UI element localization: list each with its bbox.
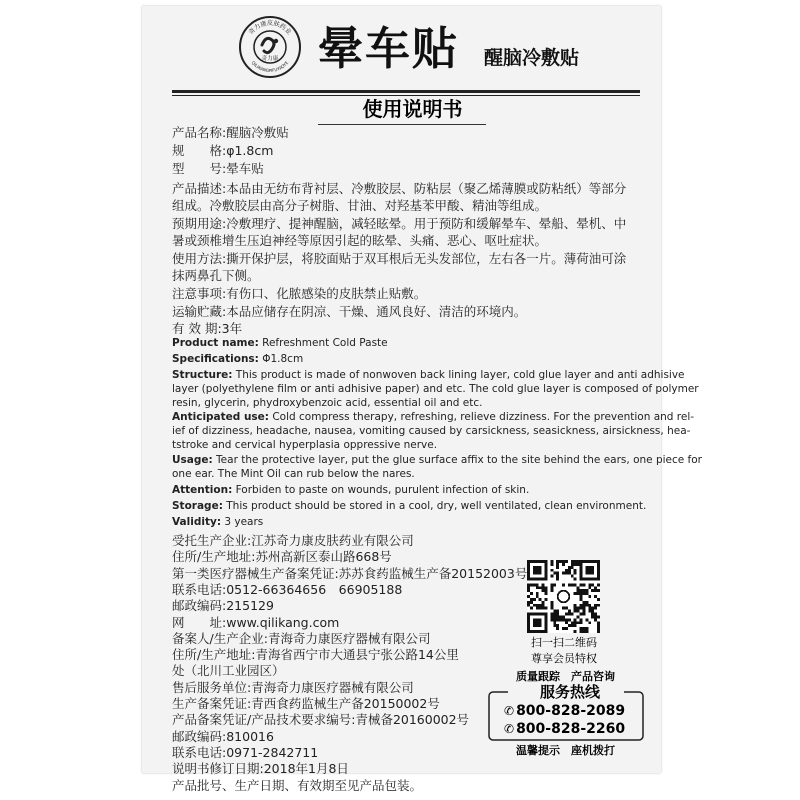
line-text: 暑或颈椎增生压迫神经等原因引起的眩晕、头痛、恶心、呕吐症状。 — [172, 233, 548, 248]
instruction-line — [172, 383, 699, 396]
instruction-line — [172, 484, 529, 497]
line-text: layer (polyethylene film or anti adhisive paper) and etc. The cold glue layer is composed of polymer — [172, 383, 699, 395]
instruction-line — [172, 500, 646, 513]
instruction-line — [172, 321, 242, 336]
qr-caption-scan: 扫一扫二维码 — [531, 636, 597, 649]
line-label: 受托生产企业: — [172, 533, 252, 548]
instruction-line — [172, 439, 437, 452]
line-label: 规 格: — [172, 143, 227, 158]
instruction-line — [172, 268, 260, 283]
line-text: 有伤口、化脓感染的皮肤禁止贴敷。 — [226, 286, 427, 301]
line-text: one ear. The Mint Oil can rub below the nares. — [172, 468, 415, 480]
phone-icon: ✆ — [504, 722, 515, 736]
instruction-line — [172, 125, 289, 140]
line-text: Tear the protective layer, put the glue surface affix to the site behind the ears, one piece for — [212, 454, 702, 466]
logo-center-text: 奇力康 — [261, 56, 279, 62]
phone-number-1: 800-828-2089 — [516, 703, 626, 719]
logo-bottom-text: QILIKANGPIFUYAOYE — [250, 60, 290, 74]
header-rule-thick — [172, 90, 640, 93]
line-text: 青海省西宁市大通县宁张公路14公里 — [255, 647, 459, 663]
line-label: 预期用途: — [172, 216, 227, 231]
line-text: 215129 — [226, 598, 274, 614]
service-note: 温馨提示 座机拨打 — [516, 744, 615, 757]
instruction-line — [172, 615, 339, 630]
line-label: 产品批号、生产日期、有效期至见产品包装。 — [172, 777, 423, 793]
line-text: 处（北川工业园区） — [172, 663, 285, 679]
product-subtitle: 醒脑冷敷贴 — [484, 47, 580, 69]
line-label: 产品备案凭证/产品技术要求编号: — [172, 712, 356, 728]
instruction-line — [172, 549, 392, 564]
line-text: 3年 — [221, 321, 243, 336]
instruction-line — [172, 216, 626, 231]
line-text: 810016 — [226, 728, 274, 744]
line-label: 备案人/生产企业: — [172, 630, 268, 646]
line-label: 住所/生产地址: — [172, 647, 256, 663]
instruction-line — [172, 397, 483, 410]
line-text: 抹两鼻孔下侧。 — [172, 268, 260, 283]
line-label: Specifications: — [172, 353, 259, 365]
doc-heading-underline — [318, 124, 486, 125]
line-label: Product name: — [172, 337, 259, 349]
hotline-phone-1 — [504, 702, 625, 720]
line-text: Refreshment Cold Paste — [258, 337, 388, 349]
line-label: Attention: — [172, 484, 233, 496]
instruction-line — [172, 425, 690, 438]
line-text: 2018年1月8日 — [263, 761, 349, 777]
line-label: Validity: — [172, 516, 222, 528]
line-label: 联系电话: — [172, 581, 227, 597]
line-label: 邮政编码: — [172, 598, 227, 614]
line-text: 苏州高新区泰山路668号 — [255, 549, 392, 565]
instruction-line — [172, 680, 414, 695]
line-text: 青械备20160002号 — [355, 712, 470, 728]
instruction-line — [172, 198, 547, 213]
line-text: 青海奇力康医疗器械有限公司 — [267, 630, 431, 646]
line-text: ief of dizziness, headache, nausea, vomiting caused by carsickness, seasickness, airsickness, hea- — [172, 425, 691, 437]
line-text: 醒脑冷敷贴 — [226, 125, 289, 140]
service-tagline: 质量跟踪 产品咨询 — [516, 670, 615, 683]
line-text: 组成。冷敷胶层由高分子树脂、甘油、对羟基苯甲酸、精油等组成。 — [172, 198, 548, 213]
instruction-line — [172, 566, 527, 581]
line-text: 苏苏食药监械生产备20152003号 — [338, 565, 528, 581]
line-text: Cold compress therapy, refreshing, relieve dizziness. For the prevention and rel- — [269, 411, 695, 423]
instruction-line — [172, 696, 440, 711]
instruction-line — [172, 251, 626, 266]
line-label: 产品名称: — [172, 125, 227, 140]
phone-icon: ✆ — [504, 704, 515, 718]
line-label: 运输贮藏: — [172, 304, 227, 319]
instruction-line — [172, 337, 388, 350]
instruction-line — [172, 729, 274, 744]
line-text: 本品应储存在阴凉、干燥、通风良好、清洁的环境内。 — [226, 304, 527, 319]
instruction-line — [172, 663, 285, 678]
line-label: 型 号: — [172, 161, 227, 176]
line-text: www.qilikang.com — [226, 614, 340, 630]
line-label: 注意事项: — [172, 286, 227, 301]
qr-code — [527, 560, 600, 633]
instruction-line — [172, 712, 469, 727]
line-label: 售后服务单位: — [172, 679, 252, 695]
doc-heading: 使用说明书 — [362, 97, 463, 121]
line-text: 0512-66364656 66905188 — [226, 581, 403, 597]
line-label: 邮政编码: — [172, 728, 227, 744]
line-label: 产品描述: — [172, 181, 227, 196]
line-label: 使用方法: — [172, 251, 227, 266]
instruction-line — [172, 233, 547, 248]
line-text: 3 years — [221, 516, 264, 528]
line-text: 青西食药监械生产备20150002号 — [251, 696, 440, 711]
line-label: 联系电话: — [172, 744, 227, 760]
line-text: Forbiden to paste on wounds, purulent infection of skin. — [232, 484, 530, 496]
line-text: 本品由无纺布背衬层、冷敷胶层、防粘层（聚乙烯薄膜或防粘纸）等部分 — [226, 181, 627, 196]
instruction-line — [172, 454, 702, 467]
line-text: 晕车贴 — [226, 161, 264, 176]
line-label: 说明书修订日期: — [172, 761, 264, 777]
instruction-line — [172, 631, 430, 646]
instruction-line — [172, 516, 263, 529]
line-label: Structure: — [172, 369, 233, 381]
line-text: 冷敷理疗、提神醒脑，减轻眩晕。用于预防和缓解晕车、晕船、晕机、中 — [226, 216, 627, 231]
instruction-line — [172, 143, 273, 158]
instruction-line — [172, 598, 274, 613]
instruction-line — [172, 778, 422, 793]
instruction-line — [172, 533, 414, 548]
line-text: φ1.8cm — [226, 143, 274, 158]
line-label: Storage: — [172, 500, 223, 512]
instruction-line — [172, 353, 303, 366]
line-text: 0971-2842711 — [226, 744, 319, 760]
product-title: 晕车贴 — [318, 22, 460, 75]
instruction-line — [172, 161, 264, 176]
instruction-line — [172, 745, 318, 760]
hotline-title: 服务热线 — [539, 683, 600, 701]
instruction-line — [172, 181, 626, 196]
instruction-line — [172, 468, 415, 481]
line-label: 第一类医疗器械生产备案凭证: — [172, 565, 339, 581]
hotline-phone-2 — [504, 720, 625, 738]
line-text: 撕开保护层，将胶面贴于双耳根后无头发部位，左右各一片。薄荷油可涂 — [226, 251, 627, 266]
instruction-line — [172, 304, 526, 319]
line-label: 网 址: — [172, 614, 227, 630]
instruction-line — [172, 369, 685, 382]
logo-arc-text: 奇力康皮肤药业 — [247, 20, 293, 37]
instruction-line — [172, 582, 402, 597]
line-label: 住所/生产地址: — [172, 549, 256, 565]
instruction-line — [172, 411, 694, 424]
instruction-line — [172, 647, 459, 662]
qr-caption-member: 尊享会员特权 — [531, 652, 597, 665]
line-text: Φ1.8cm — [258, 353, 304, 365]
line-label: Anticipated use: — [172, 411, 270, 423]
instruction-line — [172, 286, 426, 301]
line-label: 有 效 期: — [172, 321, 222, 336]
line-text: tstroke and cervical hyperplasia oppressive nerve. — [172, 439, 438, 451]
line-text: 青海奇力康医疗器械有限公司 — [251, 679, 414, 695]
line-text: This product should be stored in a cool, dry, well ventilated, clean environment. — [222, 500, 647, 512]
line-text: resin, glycerin, phydroxybenzoic acid, essential oil and etc. — [172, 397, 483, 409]
line-text: 江苏奇力康皮肤药业有限公司 — [251, 533, 414, 548]
company-logo — [238, 15, 302, 79]
line-label: 生产备案凭证: — [172, 696, 252, 711]
instruction-line — [172, 761, 349, 776]
phone-number-2: 800-828-2260 — [516, 721, 626, 737]
line-label: Usage: — [172, 454, 213, 466]
line-text: This product is made of nonwoven back lining layer, cold glue layer and anti adhisive — [232, 369, 685, 381]
